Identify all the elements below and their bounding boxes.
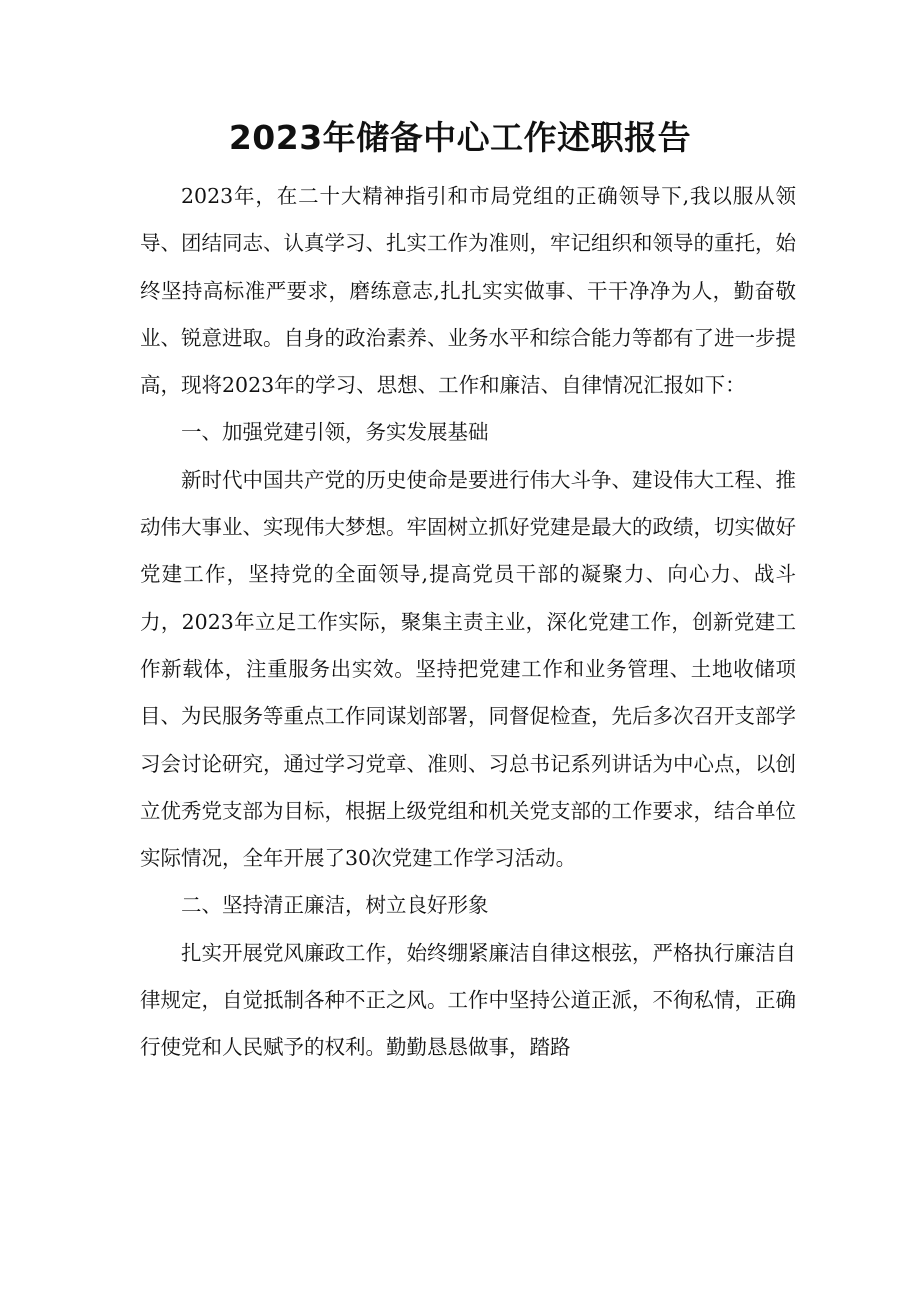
paragraph-integrity: 扎实开展党风廉政工作，始终绷紧廉洁自律这根弦，严格执行廉洁自律规定，自觉抵制各种不正之风。工作中坚持公道正派，不徇私情，正确行使党和人民赋予的权利。勤勤恳恳做事，踏路 [140,940,796,1060]
section-heading-2: 二、坚持清正廉洁，树立良好形象 [181,893,489,918]
paragraph-intro: 2023年，在二十大精神指引和市局党组的正确领导下,我以服从领导、团结同志、认真学习、扎实工作为准则，牢记组织和领导的重托，始终坚持高标准严要求，磨练意志,扎扎实实做事、干干净净为人，勤奋敬业、锐意进取。自身的政治素养、业务水平和综合能力等都有了进一步提高，现将2023年的学习、思想、工作和廉洁、自律情况汇报如下： [140,184,796,398]
document-title: 2023年储备中心工作述职报告 [228,118,692,157]
document-body [140,173,796,1072]
section-heading-1: 一、加强党建引领，务实发展基础 [181,420,489,445]
paragraph-party-building: 新时代中国共产党的历史使命是要进行伟大斗争、建设伟大工程、推动伟大事业、实现伟大梦想。牢固树立抓好党建是最大的政绩，切实做好党建工作，坚持党的全面领导,提高党员干部的凝聚力、向心力、战斗力，2023年立足工作实际，聚集主责主业，深化党建工作，创新党建工作新载体，注重服务出实效。坚持把党建工作和业务管理、土地收储项目、为民服务等重点工作同谋划部署，同督促检查，先后多次召开支部学习会讨论研究，通过学习党章、准则、习总书记系列讲话为中心点，以创立优秀党支部为目标，根据上级党组和机关党支部的工作要求，结合单位实际情况，全年开展了30次党建工作学习活动。 [140,467,796,871]
